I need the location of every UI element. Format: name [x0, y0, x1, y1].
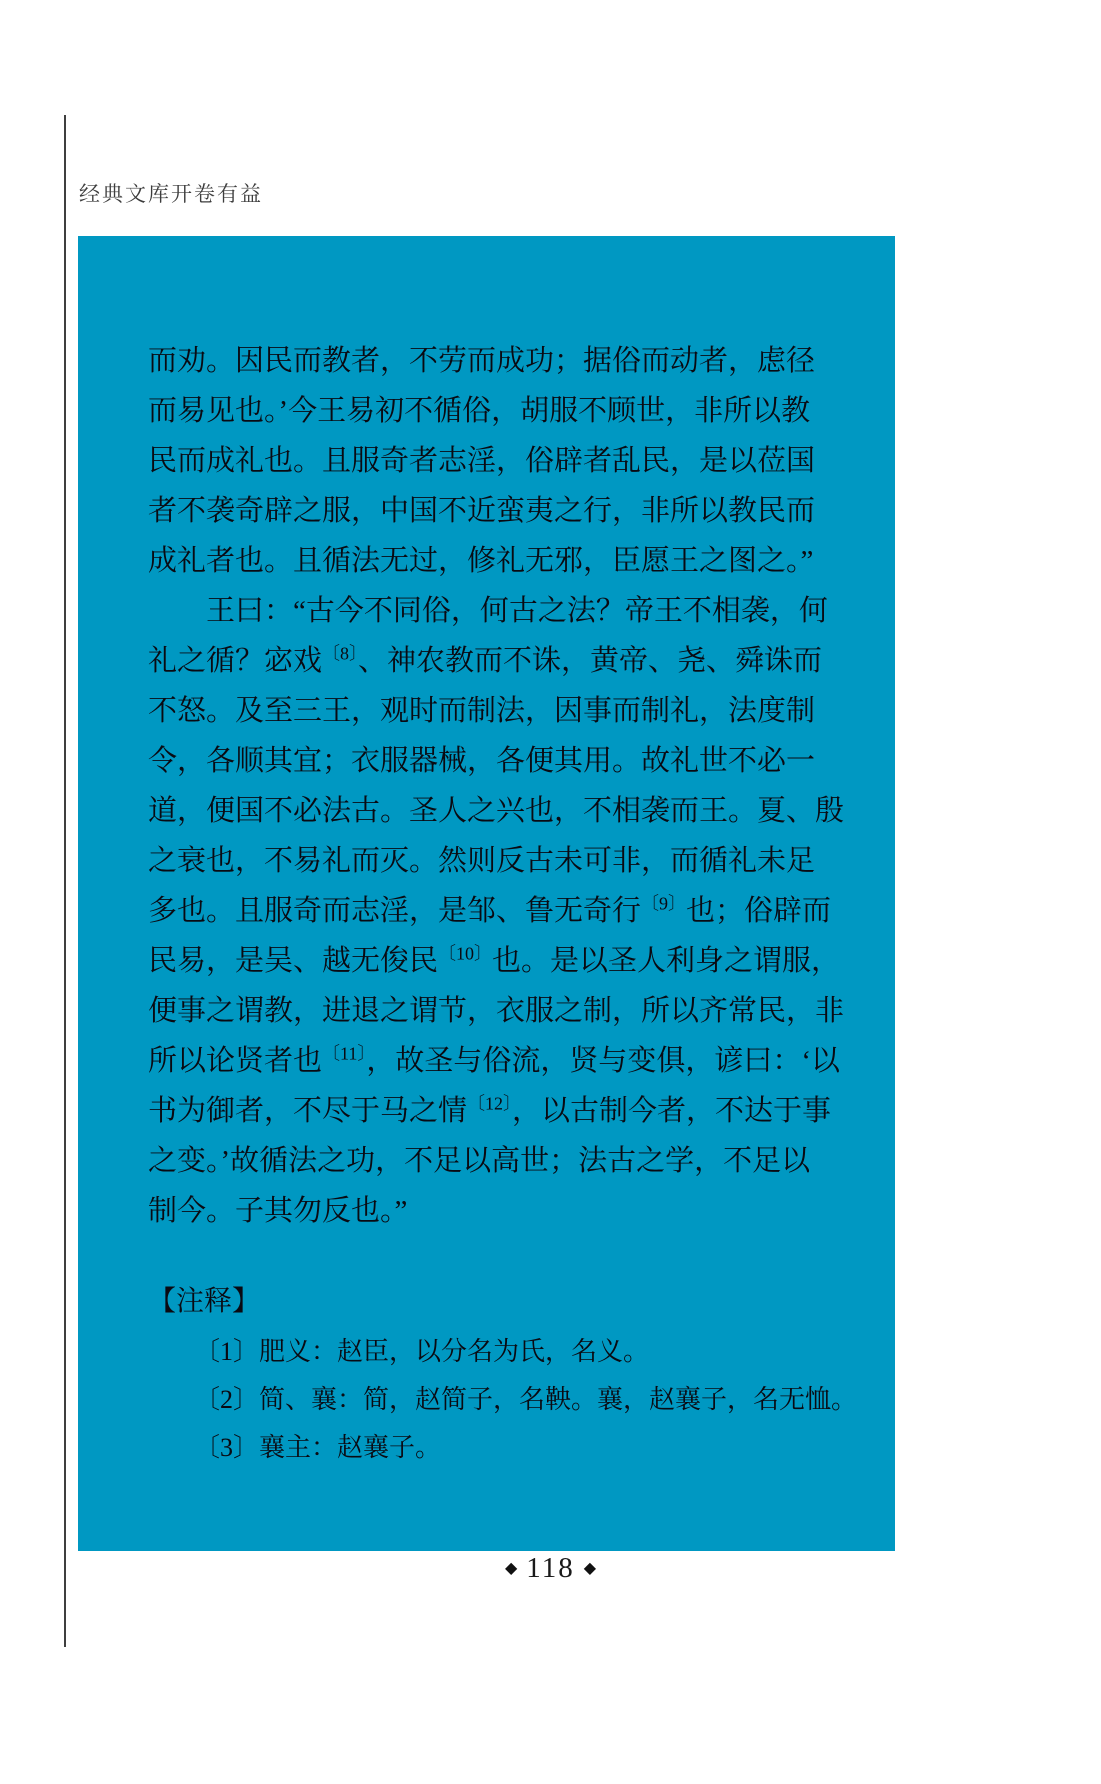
page-number-value: 118 [526, 1552, 575, 1584]
footnote-ref: 〔8〕 [322, 643, 359, 664]
footnote-ref: 〔12〕 [467, 1093, 513, 1114]
text-line: 而劝。因民而教者，不劳而成功；据俗而动者，虑径 [148, 345, 816, 377]
text-line: 而易见也。’今王易初不循俗，胡服不顾世，非所以教 [148, 395, 811, 427]
note-item: 〔2〕简、襄：简，赵简子，名鞅。襄，赵襄子，名无恤。 [194, 1385, 858, 1414]
text-line: 之变。’故循法之功，不足以高世；法古之学，不足以 [148, 1145, 811, 1177]
footnote-ref: 〔9〕 [641, 893, 687, 914]
text-line: 便事之谓教，进退之谓节，衣服之制，所以齐常民，非 [148, 995, 845, 1027]
notes-section [148, 1276, 857, 1472]
diamond-icon: ◆ [583, 1560, 597, 1577]
text-line: 王曰：“古今不同俗，何古之法？帝王不相袭，何 [206, 595, 828, 627]
note-item: 〔3〕襄主：赵襄子。 [194, 1433, 442, 1462]
note-item: 〔1〕肥义：赵臣，以分名为氏，名义。 [194, 1337, 650, 1366]
text-line: 成礼者也。且循法无过，修礼无邪，臣愿王之图之。” [148, 545, 814, 577]
text-line: 书为御者，不尽于马之情$^{〔12〕}$，以古制今者，不达于事 [148, 1093, 832, 1127]
notes-title: 【注释】 [148, 1286, 261, 1317]
text-line: 不怒。及至三王，观时而制法，因事而制礼，法度制 [148, 695, 816, 727]
text-line: 道，便国不必法古。圣人之兴也，不相袭而王。夏、殷 [148, 795, 845, 827]
text-line: 所以论贤者也$^{〔11〕}$，故圣与俗流，贤与变俱，谚曰：‘以 [148, 1043, 841, 1077]
text-line: 多也。且服奇而志淫，是邹、鲁无奇行$^{〔9〕}$也；俗辟而 [148, 893, 832, 927]
diamond-icon: ◆ [504, 1560, 518, 1577]
page-margin-line [64, 115, 66, 1647]
content-panel [78, 236, 895, 1551]
body-text [148, 336, 844, 1236]
text-line: 民而成礼也。且服奇者志淫，俗辟者乱民，是以莅国 [148, 445, 816, 477]
text-line: 制今。子其勿反也。” [148, 1195, 408, 1227]
footnote-ref: 〔10〕 [438, 943, 493, 964]
text-line: 礼之循？宓戏$^{〔8〕}$、神农教而不诛，黄帝、尧、舜诛而 [148, 643, 823, 677]
text-line: 令，各顺其宜；衣服器械，各便其用。故礼世不必一 [148, 745, 816, 777]
text-line: 之衰也，不易礼而灭。然则反古未可非，而循礼未足 [148, 845, 816, 877]
notes-list [148, 1328, 857, 1472]
page-number [0, 1552, 1101, 1585]
footnote-ref: 〔11〕 [322, 1043, 367, 1064]
text-line: 民易，是吴、越无俊民$^{〔10〕}$也。是以圣人利身之谓服， [148, 943, 841, 977]
text-line: 者不袭奇辟之服，中国不近蛮夷之行，非所以教民而 [148, 495, 816, 527]
header-title: 经典文库开卷有益 [79, 182, 263, 206]
